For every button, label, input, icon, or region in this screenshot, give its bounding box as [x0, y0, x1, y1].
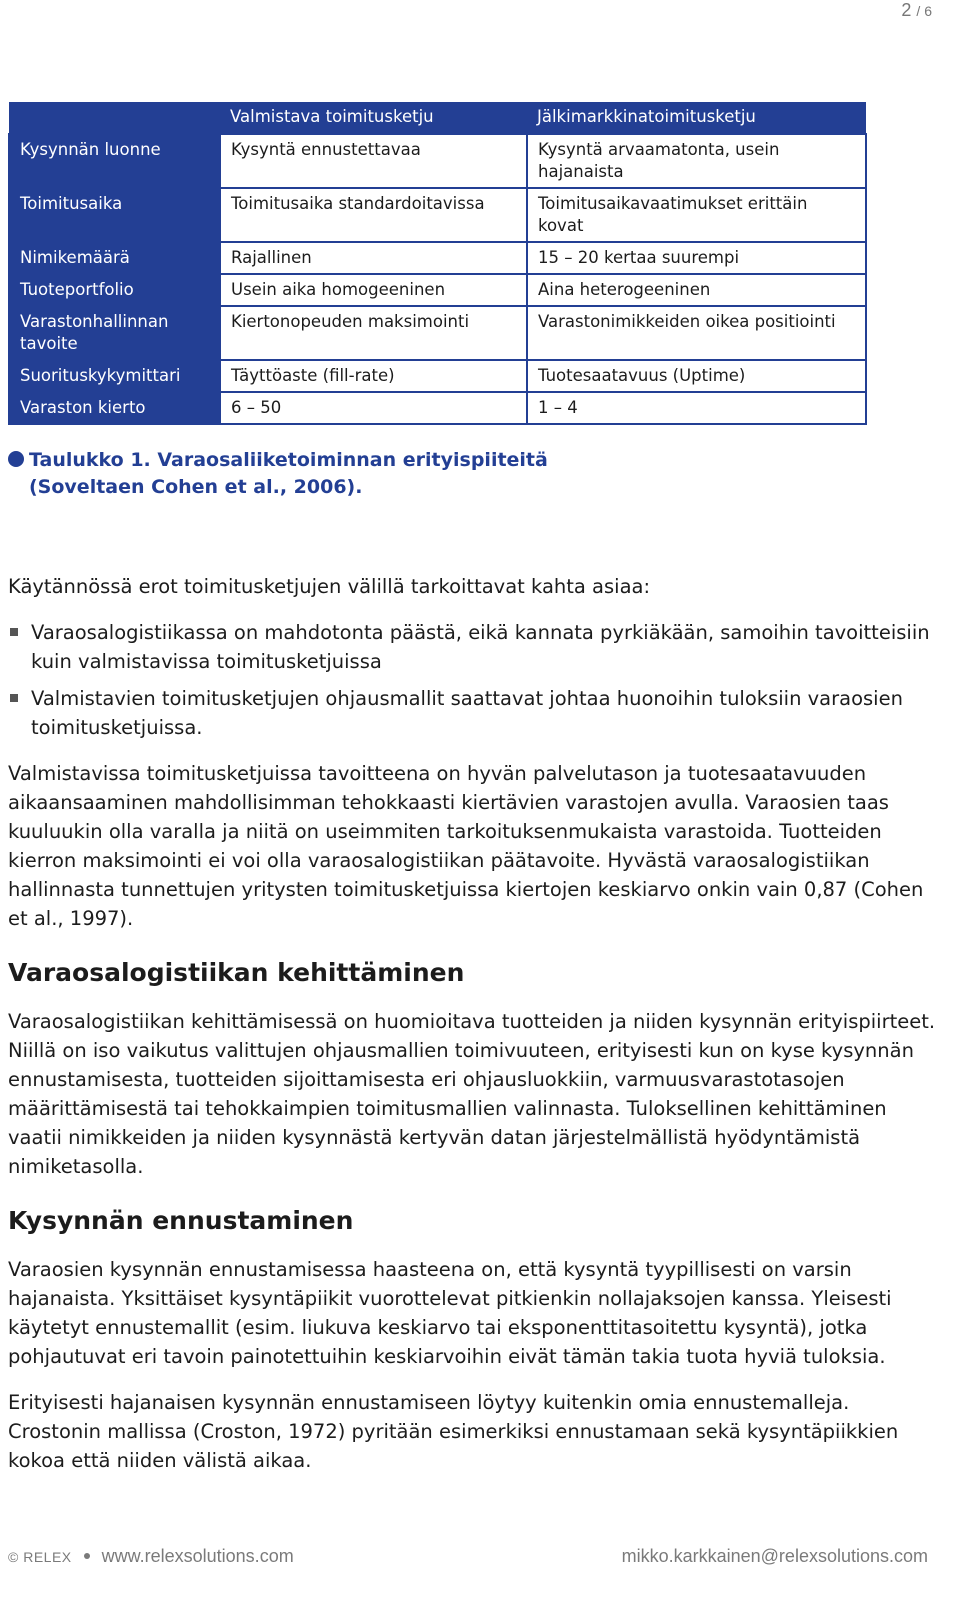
table-cell: Täyttöaste (fill-rate) — [220, 360, 527, 392]
row-header: Varaston kierto — [9, 392, 220, 424]
table-row — [9, 306, 866, 360]
comparison-table — [8, 102, 867, 425]
footer-separator-icon — [84, 1553, 90, 1559]
page-current: 2 — [901, 0, 912, 20]
table-header-cell: Jälkimarkkinatoimitusketju — [527, 102, 866, 134]
list-item-text: Valmistavien toimitusketjujen ohjausmallit saattavat johtaa huonoihin tuloksiin varaosien toimitusketjuissa. — [31, 687, 903, 739]
list-item-text: Varaosalogistiikassa on mahdotonta päästä, eikä kannata pyrkiäkään, samoihin tavoitteisiin kuin valmistavissa toimitusketjuissa — [31, 621, 930, 673]
page-number — [901, 0, 932, 21]
table-cell: Rajallinen — [220, 242, 527, 274]
list-item — [8, 618, 943, 676]
footer-email-link[interactable]: mikko.karkkainen@relexsolutions.com — [621, 1546, 928, 1566]
table-cell: Varastonimikkeiden oikea positiointi — [527, 306, 866, 360]
table-row — [9, 188, 866, 242]
caption-line-1: Taulukko 1. Varaosaliiketoiminnan erityispiiteitä — [29, 449, 548, 471]
paragraph: Varaosien kysynnän ennustamisessa haasteena on, että kysyntä tyypillisesti on varsin hajanaista. Yksittäiset kysyntäpiikit vuorottelevat pitkienkin nollajaksojen kanssa. Yleisesti käytetyt ennustemallit (esim. liukuva keskiarvo tai eksponenttitasoitettu kysyntä), jotka pohjautuvat eri tavoin painotettuihin keskiarvoihin eivät tämän takia tuota hyviä tuloksia. — [8, 1258, 892, 1368]
table-header-cell — [9, 102, 220, 134]
table-cell: Aina heterogeeninen — [527, 274, 866, 306]
table-cell: Tuotesaatavuus (Uptime) — [527, 360, 866, 392]
table-header-row — [9, 102, 866, 134]
table-cell: Usein aika homogeeninen — [220, 274, 527, 306]
row-header: Toimitusaika — [9, 188, 220, 242]
footer-website-link[interactable]: www.relexsolutions.com — [101, 1546, 294, 1566]
table-header-cell: Valmistava toimitusketju — [220, 102, 527, 134]
paragraph: Erityisesti hajanaisen kysynnän ennustamiseen löytyy kuitenkin omia ennustemalleja. Crostonin mallissa (Croston, 1972) pyritään esimerkiksi ennustamaan sekä kysyntäpiikkien kokoa että niiden välistä aikaa. — [8, 1391, 899, 1472]
paragraph: Varaosalogistiikan kehittämisessä on huomioitava tuotteiden ja niiden kysynnän erityispiirteet. Niillä on iso vaikutus valittujen ohjausmallien toimivuuteen, erityisesti kun on kyse kysynnän ennustamisesta, tuotteiden sijoittamisesta eri ohjausluokkiin, varmuusvarastotasojen määrittämisestä tai tehokkaimpien toimitusmallien valinnasta. Tuloksellinen kehittäminen vaatii nimikkeiden ja niiden kysynnästä kertyvän datan järjestelmällistä hyödyntämistä nimiketasolla. — [8, 1010, 936, 1178]
body-text — [8, 572, 943, 1492]
section-heading: Kysynnän ennustaminen — [8, 1206, 354, 1235]
table-cell: 15 – 20 kertaa suurempi — [527, 242, 866, 274]
table-cell: Kysyntä ennustettavaa — [220, 134, 527, 188]
table-row — [9, 392, 866, 424]
list-item — [8, 684, 943, 742]
row-header: Suorituskykymittari — [9, 360, 220, 392]
caption-dot-icon — [8, 451, 24, 467]
paragraph: Valmistavissa toimitusketjuissa tavoitteena on hyvän palvelutason ja tuotesaatavuuden aikaansaaminen mahdollisimman tehokkaasti kiertävien varastojen avulla. Varaosien taas kuuluukin olla varalla ja niitä on useimmiten tarkoituksenmukaista varastoida. Tuotteiden kierron maksimointi ei voi olla varaosalogistiikan päätavoite. Hyvästä varaosalogistiikan hallinnasta tunnettujen yritysten toimitusketjuissa kiertojen keskiarvo onkin vain 0,87 (Cohen et al., 1997). — [8, 762, 924, 930]
caption-line-2: (Soveltaen Cohen et al., 2006). — [29, 476, 363, 498]
table-cell: Kysyntä arvaamatonta, usein hajanaista — [527, 134, 866, 188]
section-heading: Varaosalogistiikan kehittäminen — [8, 958, 465, 987]
intro-paragraph: Käytännössä erot toimitusketjujen välillä tarkoittavat kahta asiaa: — [8, 575, 651, 598]
table-cell: 6 – 50 — [220, 392, 527, 424]
row-header: Varastonhallinnan tavoite — [9, 306, 220, 360]
bullet-list — [8, 618, 943, 742]
table-row — [9, 242, 866, 274]
square-bullet-icon — [10, 694, 18, 702]
table-row — [9, 134, 866, 188]
table-row — [9, 360, 866, 392]
table-cell: Kiertonopeuden maksimointi — [220, 306, 527, 360]
square-bullet-icon — [10, 628, 18, 636]
table-cell: Toimitusaikavaatimukset erittäin kovat — [527, 188, 866, 242]
table-caption — [8, 447, 548, 501]
row-header: Tuoteportfolio — [9, 274, 220, 306]
footer-brand: © RELEX — [8, 1549, 72, 1565]
page-total: / 6 — [916, 3, 932, 19]
table-cell: 1 – 4 — [527, 392, 866, 424]
table-row — [9, 274, 866, 306]
row-header: Nimikemäärä — [9, 242, 220, 274]
row-header: Kysynnän luonne — [9, 134, 220, 188]
table-cell: Toimitusaika standardoitavissa — [220, 188, 527, 242]
